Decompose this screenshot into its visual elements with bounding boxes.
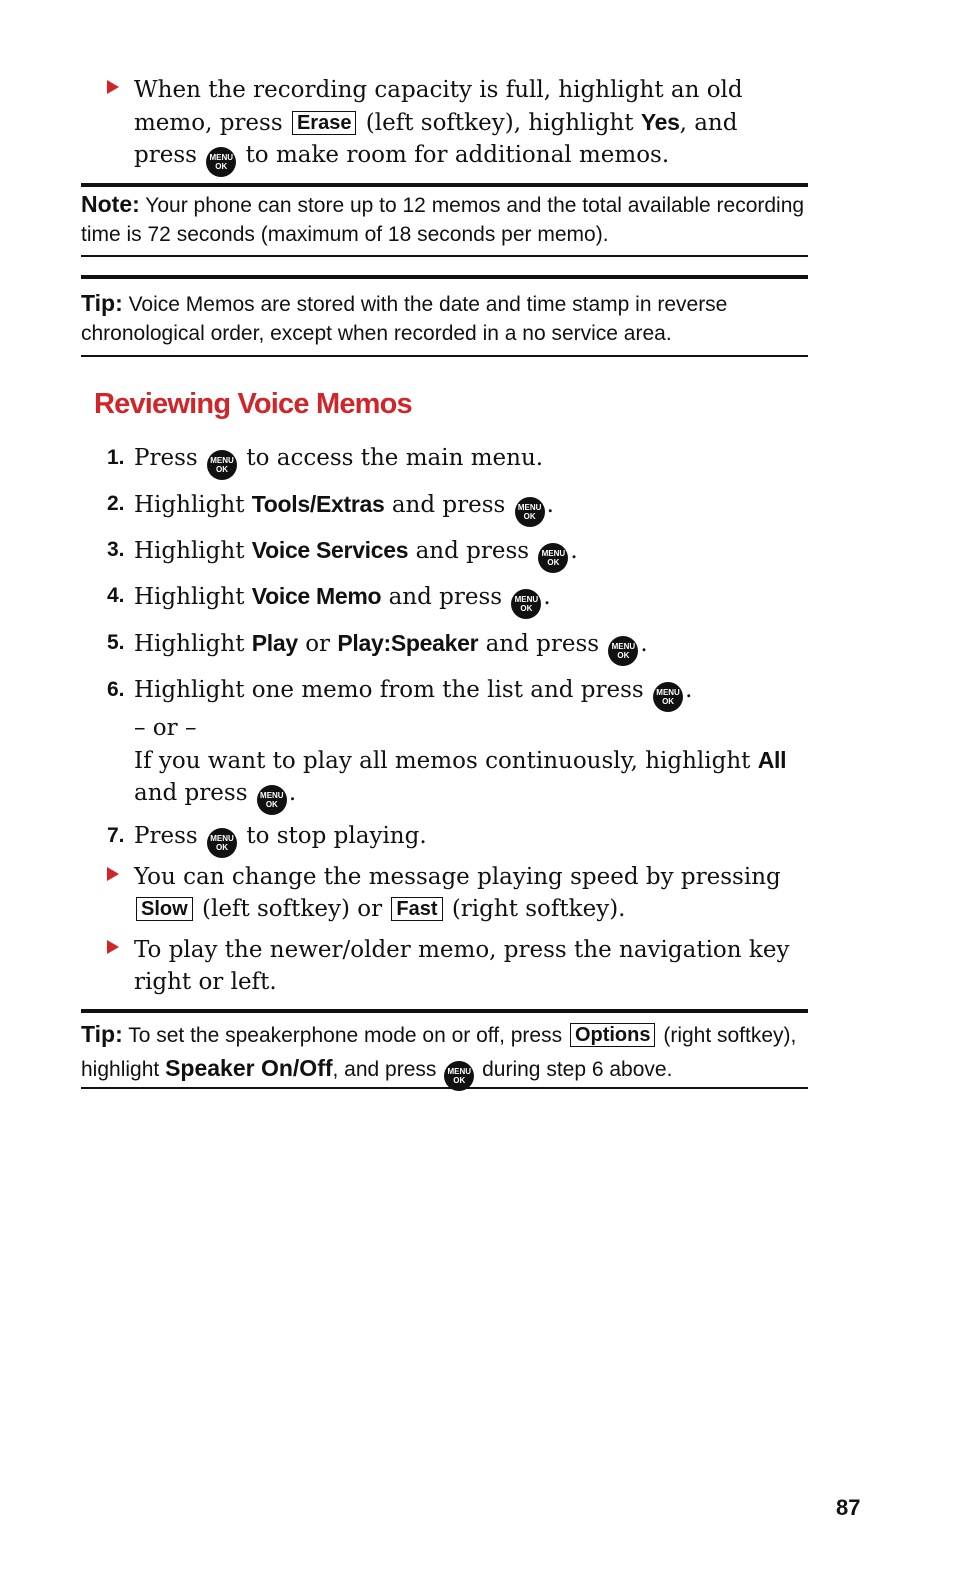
menu-ok-key-icon: MENU OK	[207, 450, 237, 480]
or-separator: – or –	[134, 715, 197, 741]
voice-memo-option: Voice Memo	[251, 583, 382, 609]
note-box	[81, 190, 808, 249]
yes-option: Yes	[640, 109, 680, 135]
note-text: Your phone can store up to 12 memos and the total available recording time is 72 seconds (maximum of 18 seconds per memo).	[81, 194, 805, 246]
tip-bottom-rule	[81, 355, 808, 357]
step-4: 4. Highlight Voice Memo and press MENU OK .	[107, 580, 807, 619]
voice-services-option: Voice Services	[251, 537, 409, 563]
note-label: Note:	[81, 191, 140, 217]
bullet-arrow-icon	[107, 867, 119, 881]
step-1: 1. Press MENU OK to access the main menu.	[107, 442, 807, 480]
bullet-arrow-icon	[107, 80, 119, 94]
step-3: 3. Highlight Voice Services and press MENU OK .	[107, 534, 807, 573]
menu-ok-key-icon: MENU OK	[207, 828, 237, 858]
tip2-box: Tip: To set the speakerphone mode on or off, press Options (right softkey), highlight Speaker On/Off, and press MENU OK during step 6 above.	[81, 1018, 808, 1091]
section-title: Reviewing Voice Memos	[94, 388, 412, 420]
play-option: Play	[251, 630, 298, 656]
tip-text: Voice Memos are stored with the date and time stamp in reverse chronological order, except when recorded in a no service area.	[81, 293, 728, 345]
menu-ok-key-icon: MENU OK	[653, 682, 683, 712]
all-option: All	[757, 747, 787, 773]
menu-ok-key-icon: MENU OK	[206, 147, 236, 177]
tip-label: Tip:	[81, 290, 123, 316]
tip2-top-rule	[81, 1009, 808, 1013]
step-6: 6. Highlight one memo from the list and press MENU OK . – or – If you want to play all memos continuously, highlight All and press MENU OK .	[107, 674, 807, 815]
speaker-on-off-option: Speaker On/Off	[165, 1055, 333, 1081]
bullet-recording-full: When the recording capacity is full, highlight an old memo, press Erase (left softkey), highlight Yes, and press MENU OK to make room for additional memos.	[107, 74, 807, 177]
bullet-arrow-icon	[107, 940, 119, 954]
menu-ok-key-icon: MENU OK	[257, 785, 287, 815]
tip-top-rule	[81, 275, 808, 279]
note-bottom-rule	[81, 255, 808, 257]
menu-ok-key-icon: MENU OK	[444, 1061, 474, 1091]
step-7: 7. Press MENU OK to stop playing.	[107, 820, 807, 858]
tip2-label: Tip:	[81, 1021, 123, 1047]
play-speaker-option: Play:Speaker	[337, 630, 479, 656]
options-softkey-label: Options	[570, 1023, 656, 1047]
step-2: 2. Highlight Tools/Extras and press MENU OK .	[107, 488, 807, 527]
menu-ok-key-icon: MENU OK	[511, 589, 541, 619]
step-5: 5. Highlight Play or Play:Speaker and press MENU OK .	[107, 627, 807, 666]
menu-ok-key-icon: MENU OK	[608, 636, 638, 666]
tip2-bottom-rule	[81, 1087, 808, 1089]
slow-softkey-label: Slow	[136, 897, 193, 921]
fast-softkey-label: Fast	[391, 897, 442, 921]
bullet-playing-speed: You can change the message playing speed by pressing Slow (left softkey) or Fast (right softkey).	[107, 861, 807, 925]
bullet-newer-older: To play the newer/older memo, press the navigation key right or left.	[107, 934, 807, 998]
note-top-rule	[81, 183, 808, 187]
page-number: 87	[836, 1495, 861, 1520]
erase-softkey-label: Erase	[292, 111, 357, 135]
tools-extras-option: Tools/Extras	[251, 491, 385, 517]
tip-box	[81, 289, 808, 348]
menu-ok-key-icon: MENU OK	[538, 543, 568, 573]
menu-ok-key-icon: MENU OK	[515, 497, 545, 527]
